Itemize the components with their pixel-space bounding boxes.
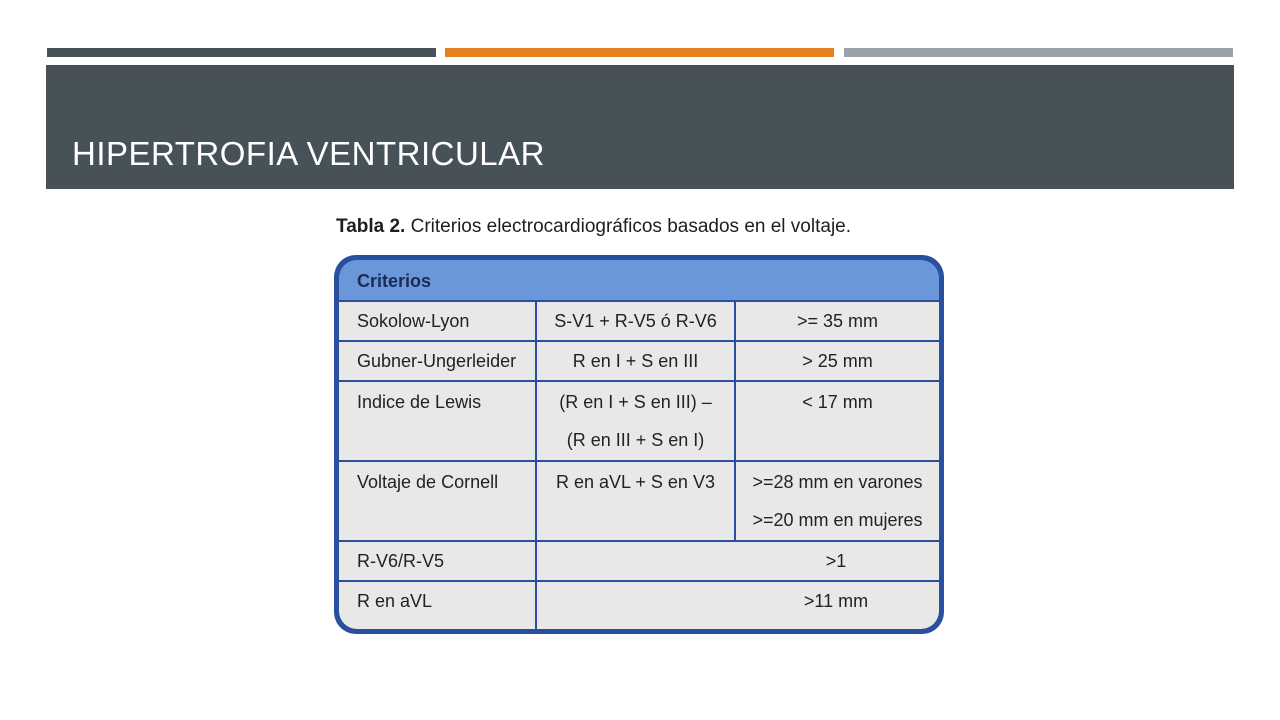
title-band bbox=[46, 65, 1234, 189]
table-cell-name: Indice de Lewis bbox=[339, 382, 535, 460]
table-cell-value: > 25 mm bbox=[736, 342, 939, 380]
table-caption-text: Criterios electrocardiográficos basados en el voltaje. bbox=[405, 216, 852, 237]
table-cell-value: >= 35 mm bbox=[736, 302, 939, 340]
table-cell-value: >1 bbox=[537, 542, 939, 580]
top-accent-bar-dark bbox=[47, 48, 436, 57]
table-header-label: Criterios bbox=[357, 271, 432, 291]
top-accent-bar-orange bbox=[445, 48, 834, 57]
table-cell-formula: (R en I + S en III) – (R en III + S en I) bbox=[537, 382, 734, 460]
table-cell-value: >11 mm bbox=[537, 582, 939, 629]
table-cell-value: < 17 mm bbox=[736, 382, 939, 460]
table-caption bbox=[336, 216, 851, 238]
top-accent-bar-gray bbox=[844, 48, 1233, 57]
slide-title: HIPERTROFIA VENTRICULAR bbox=[72, 135, 545, 172]
table-caption-label: Tabla 2. bbox=[336, 216, 406, 237]
table-cell-formula: R en I + S en III bbox=[537, 342, 734, 380]
table-header-row bbox=[339, 260, 939, 300]
table-cell-formula: S-V1 + R-V5 ó R-V6 bbox=[537, 302, 734, 340]
table-cell-name: Sokolow-Lyon bbox=[339, 302, 535, 340]
table-cell-formula: R en aVL + S en V3 bbox=[537, 462, 734, 540]
criteria-table bbox=[334, 255, 944, 634]
table-cell-name: R en aVL bbox=[339, 582, 535, 629]
table-cell-name: Gubner-Ungerleider bbox=[339, 342, 535, 380]
table-cell-name: R-V6/R-V5 bbox=[339, 542, 535, 580]
criteria-table-body bbox=[339, 260, 939, 629]
table-cell-value: >=28 mm en varones >=20 mm en mujeres bbox=[736, 462, 939, 540]
table-cell-name: Voltaje de Cornell bbox=[339, 462, 535, 540]
